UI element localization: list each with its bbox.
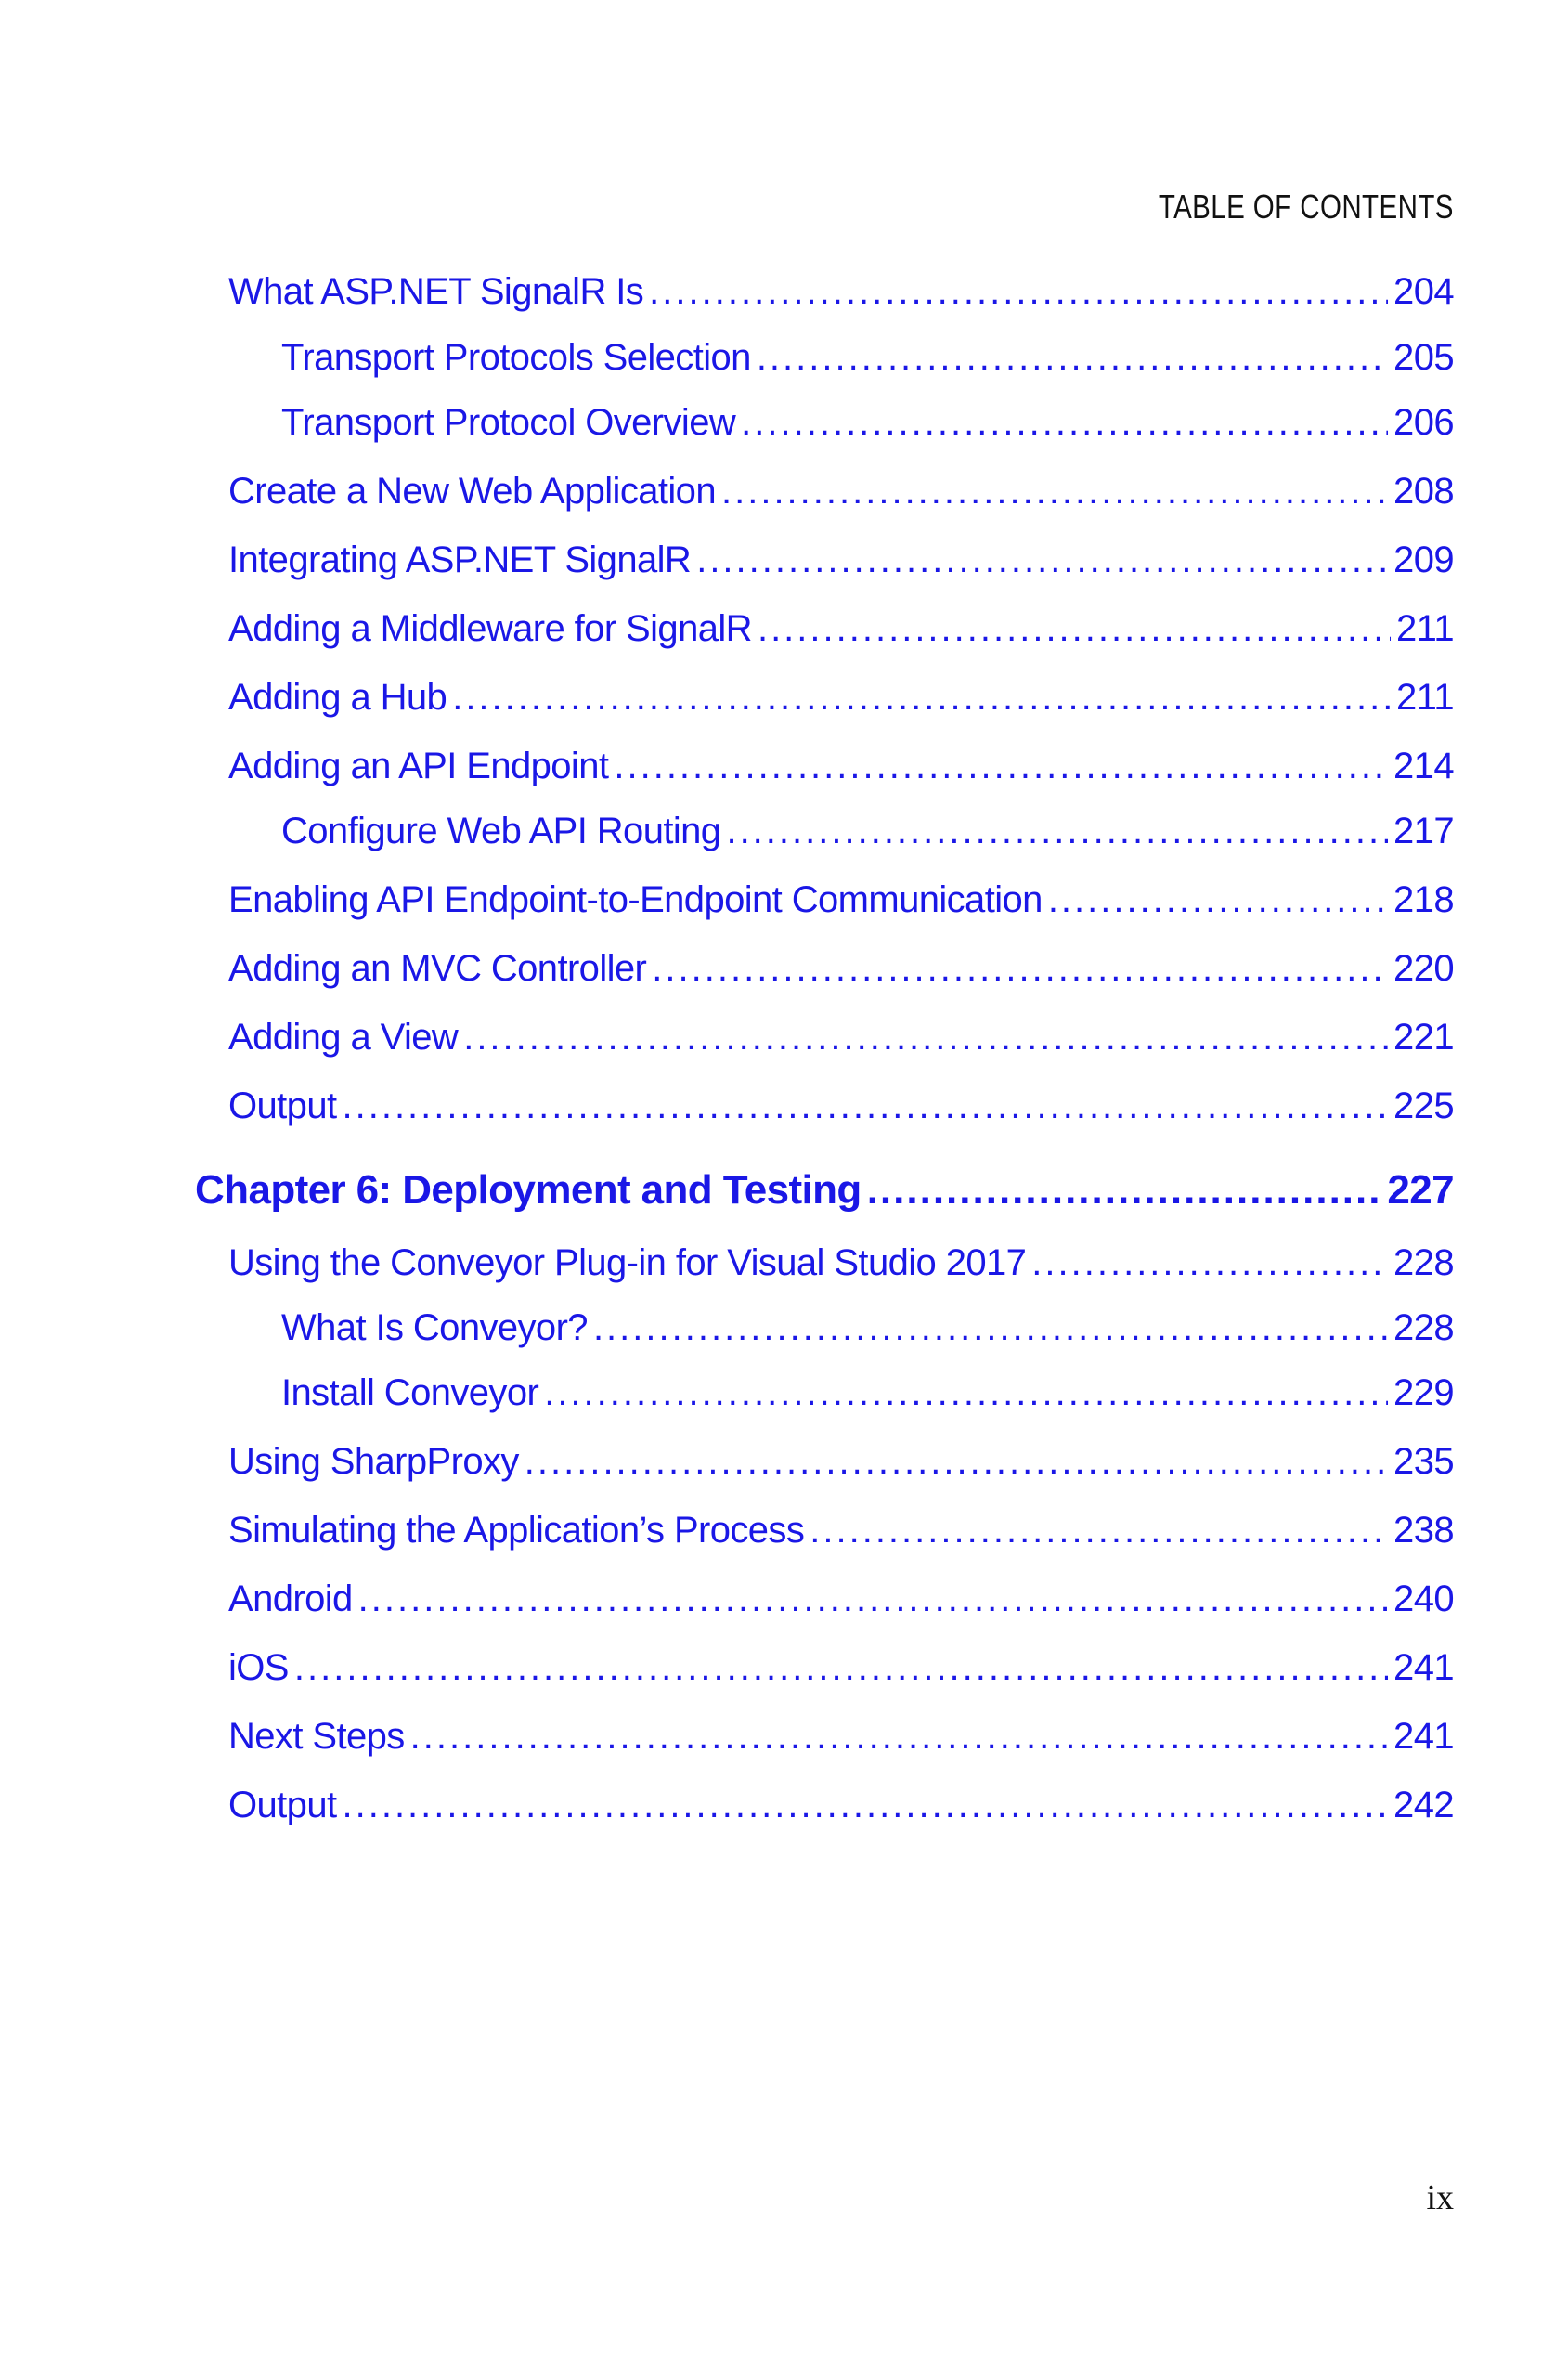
toc-entry-title: Output — [228, 1085, 337, 1126]
toc-entry-page: 228 — [1393, 1242, 1454, 1283]
toc-entry[interactable] — [281, 337, 1454, 389]
toc-entry-title: Create a New Web Application — [228, 471, 716, 512]
toc-entry-title: Adding an API Endpoint — [228, 746, 609, 786]
toc-entry-title: Output — [228, 1785, 337, 1825]
dot-leader — [463, 1017, 1388, 1059]
toc-entry-page: 241 — [1393, 1716, 1454, 1757]
toc-entry-page: 206 — [1393, 402, 1454, 443]
toc-entry[interactable] — [281, 402, 1454, 454]
dot-leader — [810, 1510, 1388, 1552]
toc-entry-title: Configure Web API Routing — [281, 811, 721, 851]
toc-entry-title: Enabling API Endpoint-to-Endpoint Communication — [228, 879, 1043, 920]
toc-entry[interactable] — [228, 746, 1454, 798]
dot-leader — [867, 1167, 1382, 1214]
toc-entry-title: Simulating the Application’s Process — [228, 1510, 805, 1551]
dot-leader — [1031, 1242, 1388, 1284]
dot-leader — [593, 1307, 1388, 1349]
toc-entry[interactable] — [228, 1647, 1454, 1699]
dot-leader — [452, 677, 1391, 719]
toc-entry[interactable] — [228, 1085, 1454, 1137]
toc-entry-page: 209 — [1393, 539, 1454, 580]
toc-entry-page: 240 — [1393, 1578, 1454, 1619]
toc-entry[interactable] — [228, 879, 1454, 931]
toc-entry[interactable] — [228, 1242, 1454, 1294]
toc-entry-page: 217 — [1393, 811, 1454, 851]
toc-entry-title: Adding a Middleware for SignalR — [228, 608, 752, 649]
dot-leader — [544, 1372, 1388, 1414]
toc-entry[interactable] — [281, 1307, 1454, 1359]
dot-leader — [726, 811, 1388, 852]
toc-entry[interactable] — [228, 1017, 1454, 1069]
toc-entry-title: Adding an MVC Controller — [228, 948, 647, 989]
toc-entry-title: Adding a View — [228, 1017, 459, 1058]
toc-entry[interactable] — [228, 1785, 1454, 1837]
dot-leader — [525, 1441, 1388, 1483]
dot-leader — [1048, 879, 1388, 921]
toc-chapter-entry[interactable] — [195, 1167, 1454, 1225]
toc-entry-title: What ASP.NET SignalR Is — [228, 271, 644, 312]
toc-chapter-title: Chapter 6: Deployment and Testing — [195, 1167, 862, 1213]
dot-leader — [342, 1785, 1388, 1826]
toc-entry-title: iOS — [228, 1647, 289, 1688]
toc-entry-page: 235 — [1393, 1441, 1454, 1482]
toc-entry-page: 221 — [1393, 1017, 1454, 1058]
dot-leader — [652, 948, 1388, 990]
toc-entry-page: 218 — [1393, 879, 1454, 920]
toc-entry[interactable] — [281, 1372, 1454, 1424]
dot-leader — [741, 402, 1388, 444]
dot-leader — [294, 1647, 1388, 1689]
toc-entry-page: 229 — [1393, 1372, 1454, 1413]
toc-entry-title: Next Steps — [228, 1716, 405, 1757]
toc-entry[interactable] — [228, 677, 1454, 729]
toc-entry-page: 214 — [1393, 746, 1454, 786]
dot-leader — [696, 539, 1388, 581]
toc-entry-page: 220 — [1393, 948, 1454, 989]
page-number: ix — [1426, 2178, 1454, 2217]
toc-entry-page: 225 — [1393, 1085, 1454, 1126]
toc-entry-page: 241 — [1393, 1647, 1454, 1688]
dot-leader — [342, 1085, 1388, 1127]
dot-leader — [721, 471, 1388, 513]
dot-leader — [614, 746, 1388, 787]
toc-entry-page: 205 — [1393, 337, 1454, 378]
toc-entry-page: 204 — [1393, 271, 1454, 312]
dot-leader — [758, 608, 1391, 650]
toc-entry-page: 242 — [1393, 1785, 1454, 1825]
toc-entry[interactable] — [228, 608, 1454, 660]
toc-entry[interactable] — [228, 1441, 1454, 1493]
toc-entry-title: Adding a Hub — [228, 677, 447, 718]
dot-leader — [358, 1578, 1388, 1620]
toc-entry-page: 208 — [1393, 471, 1454, 512]
toc-entry-page: 211 — [1396, 677, 1454, 718]
toc-entry-title: Transport Protocols Selection — [281, 337, 751, 378]
dot-leader — [757, 337, 1388, 379]
dot-leader — [410, 1716, 1388, 1758]
toc-entry[interactable] — [281, 811, 1454, 863]
toc-entry[interactable] — [228, 1716, 1454, 1768]
toc-entry-page: 228 — [1393, 1307, 1454, 1348]
dot-leader — [649, 271, 1388, 313]
toc-entry[interactable] — [228, 1578, 1454, 1630]
toc-entry-title: Using the Conveyor Plug-in for Visual Studio 2017 — [228, 1242, 1027, 1283]
running-head: TABLE OF CONTENTS — [1158, 188, 1454, 226]
toc-entry-page: 211 — [1396, 608, 1454, 649]
toc-entry[interactable] — [228, 948, 1454, 1000]
toc-entry[interactable] — [228, 539, 1454, 591]
toc-entry-title: What Is Conveyor? — [281, 1307, 588, 1348]
toc-entry-title: Transport Protocol Overview — [281, 402, 736, 443]
toc-entry-title: Integrating ASP.NET SignalR — [228, 539, 692, 580]
toc-entry-title: Using SharpProxy — [228, 1441, 519, 1482]
toc-entry[interactable] — [228, 1510, 1454, 1562]
toc-entry-page: 238 — [1393, 1510, 1454, 1551]
toc-entry[interactable] — [228, 471, 1454, 523]
toc-entry-title: Install Conveyor — [281, 1372, 539, 1413]
toc-chapter-page: 227 — [1387, 1167, 1454, 1213]
toc-entry-title: Android — [228, 1578, 353, 1619]
toc-entry[interactable] — [228, 271, 1454, 323]
